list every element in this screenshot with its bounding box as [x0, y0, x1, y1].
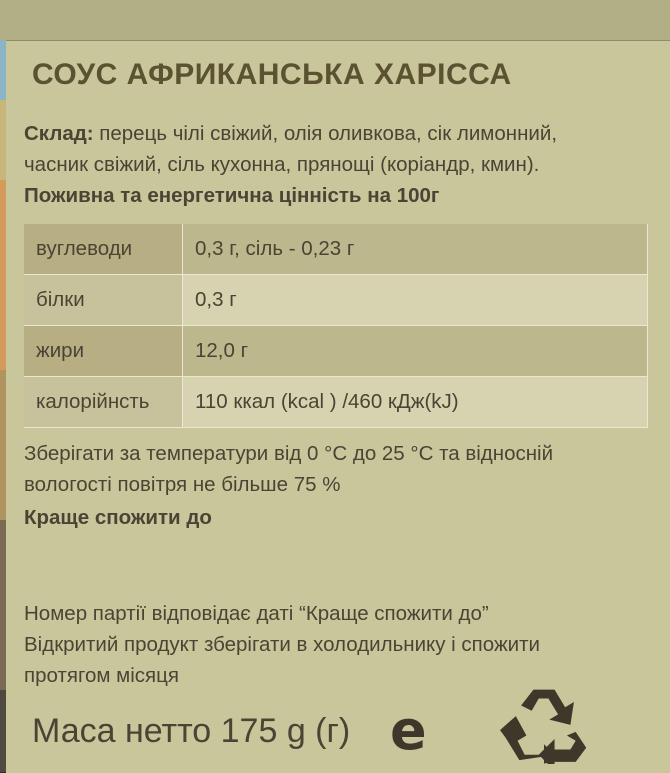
top-strip	[0, 0, 670, 40]
table-row	[24, 377, 648, 428]
storage-conditions	[24, 438, 553, 500]
product-title: СОУС АФРИКАНСЬКА ХАРІССА	[32, 58, 512, 91]
estimated-sign-icon: e	[390, 699, 427, 762]
composition-text	[24, 118, 557, 180]
recycle-icon	[500, 684, 588, 764]
storage-line-2: вологості повітря не більше 75 %	[24, 473, 341, 496]
batch-line-1: Номер партії відповідає даті “Краще спожити до”	[24, 602, 489, 625]
table-row	[24, 275, 648, 326]
best-before: Краще спожити до	[24, 506, 212, 529]
nutrient-name: вуглеводи	[24, 224, 183, 275]
nutrient-value: 0,3 г	[183, 275, 648, 326]
table-row	[24, 326, 648, 377]
batch-info	[24, 598, 540, 691]
nutrition-table	[24, 224, 648, 428]
batch-line-2: Відкритий продукт зберігати в холодильнику і спожити	[24, 633, 540, 656]
composition-line-1: перець чілі свіжий, олія оливкова, сік лимонний,	[93, 122, 558, 145]
nutrient-value: 12,0 г	[183, 326, 648, 377]
nutrient-name: жири	[24, 326, 183, 377]
composition-label: Склад:	[24, 122, 94, 145]
nutrient-value: 110 ккал (kcal ) /460 кДж(kJ)	[183, 377, 648, 428]
composition-line-2: часник свіжий, сіль кухонна, прянощі (коріандр, кмин).	[24, 153, 540, 176]
net-mass: Маса нетто 175 g (г)	[32, 712, 351, 750]
table-row	[24, 224, 648, 275]
storage-line-1: Зберігати за температури від 0 °С до 25 °С та відносній	[24, 442, 554, 465]
nutrient-name: білки	[24, 275, 183, 326]
nutrition-heading: Поживна та енергетична цінність на 100г	[24, 184, 440, 207]
nutrient-name: калорійнсть	[24, 377, 183, 428]
batch-line-3: протягом місяця	[24, 664, 180, 687]
nutrient-value: 0,3 г, сіль - 0,23 г	[183, 224, 648, 275]
